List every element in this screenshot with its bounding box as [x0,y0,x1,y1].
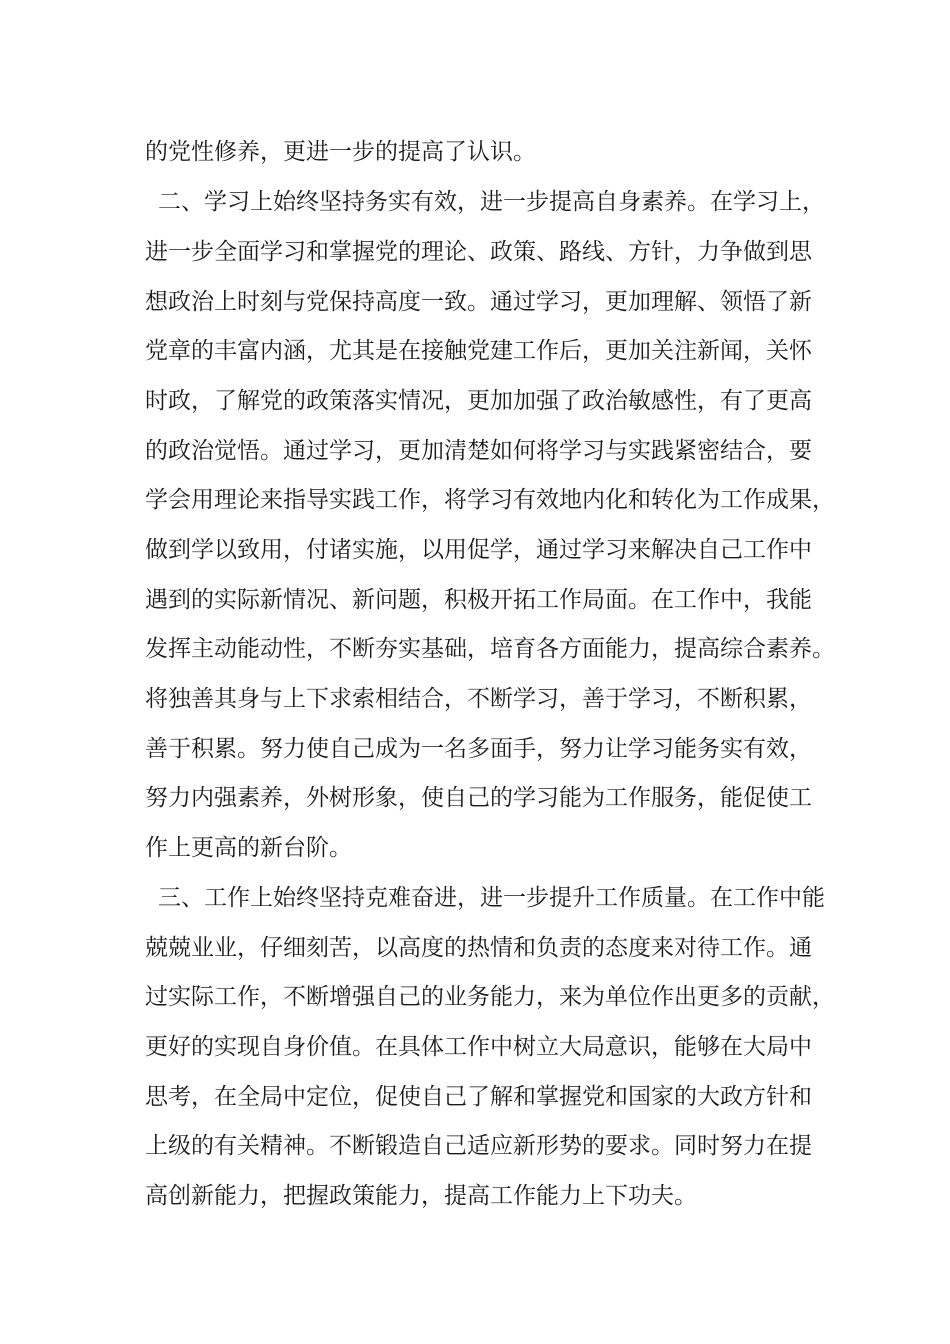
text-line: 的党性修养，更进一步的提高了认识。 [145,139,536,165]
text-line: 上级的有关精神。不断锻造自己适应新形势的要求。同时努力在提 [145,1133,812,1159]
text-line: 过实际工作，不断增强自己的业务能力，来为单位作出更多的贡献， [145,984,835,1010]
text-line: 将独善其身与上下求索相结合，不断学习，善于学习，不断积累， [145,686,812,712]
text-line: 时政，了解党的政策落实情况，更加加强了政治敏感性，有了更高 [145,388,812,414]
text-line: 思考，在全局中定位，促使自己了解和掌握党和国家的大政方针和 [145,1084,812,1110]
text-line: 努力内强素养，外树形象，使自己的学习能为工作服务，能促使工 [145,785,812,811]
text-line: 进一步全面学习和掌握党的理论、政策、路线、方针，力争做到思 [145,239,812,265]
text-line: 的政治觉悟。通过学习，更加清楚如何将学习与实践紧密结合，要 [145,438,812,464]
text-line: 善于积累。努力使自己成为一名多面手，努力让学习能务实有效， [145,736,812,762]
text-line: 高创新能力，把握政策能力，提高工作能力上下功夫。 [145,1183,697,1209]
text-line: 学会用理论来指导实践工作，将学习有效地内化和转化为工作成果， [145,487,835,513]
text-line: 更好的实现自身价值。在具体工作中树立大局意识，能够在大局中 [145,1034,812,1060]
text-line: 做到学以致用，付诸实施，以用促学，通过学习来解决自己工作中 [145,537,812,563]
text-line: 作上更高的新台阶。 [145,835,352,861]
text-line: 遇到的实际新情况、新问题，积极开拓工作局面。在工作中，我能 [145,587,812,613]
section-heading-line: 三、工作上始终坚持克难奋进，进一步提升工作质量。在工作中能 [158,885,825,911]
text-line: 党章的丰富内涵，尤其是在接触党建工作后，更加关注新闻，关怀 [145,338,812,364]
text-line: 兢兢业业，仔细刻苦，以高度的热情和负责的态度来对待工作。通 [145,935,812,961]
text-line: 发挥主动能动性，不断夯实基础，培育各方面能力，提高综合素养。 [145,636,835,662]
text-line: 想政治上时刻与党保持高度一致。通过学习，更加理解、领悟了新 [145,289,812,315]
section-heading-line: 二、学习上始终坚持务实有效，进一步提高自身素养。在学习上， [158,189,825,215]
